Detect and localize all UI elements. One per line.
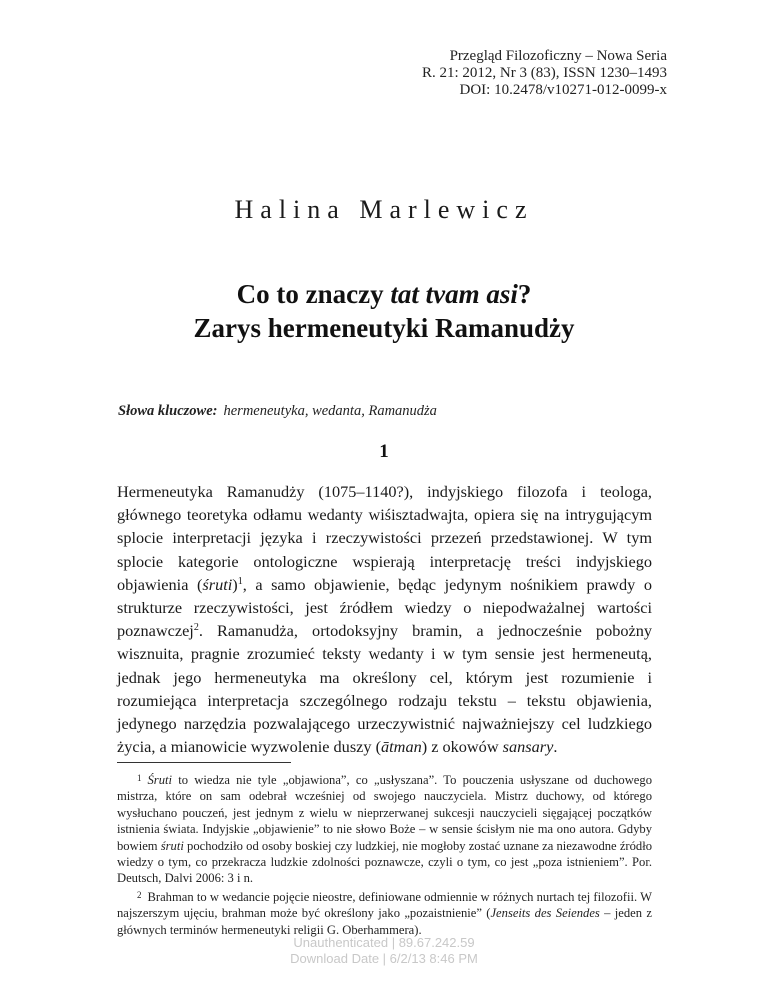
download-watermark <box>0 935 768 967</box>
keywords-list: hermeneutyka, wedanta, Ramanudża <box>223 403 437 419</box>
footnote-ref-1[interactable]: 1 <box>237 575 243 587</box>
footnote-1-italic: Śruti <box>147 773 172 787</box>
footnotes <box>117 770 652 938</box>
watermark-line-2: Download Date | 6/2/13 8:46 PM <box>290 951 478 966</box>
footnote-ref-2[interactable]: 2 <box>193 622 199 634</box>
body-s1-close: ) <box>232 574 238 594</box>
footnote-divider <box>117 762 291 763</box>
title-line-1-pre: Co to znaczy <box>236 279 391 309</box>
keywords <box>118 403 437 420</box>
footnote-2-text: Brahman to w wedancie pojęcie nieostre, definiowane odmiennie w różnych nurtach tej filozofii. W najszerszym ujęciu, brahman może być określony jako „pozaistnienie” ( <box>117 889 652 921</box>
journal-doi: DOI: 10.2478/v10271-012-0099-x <box>459 82 667 98</box>
footnote-1-text: to wiedza nie tyle „objawiona”, co „usłyszana”. To pouczenia usłyszane od duchowego mistrza, które on sam odebrał wcześniej od swojego nauczyciela. Mistrz duchowy, od którego wysłuchano pouczeń, jest jednym z wielu w nieprzerwanej sukcesji nauczycieli sięgającej początków istnienia świata. Indyjskie „objawienie” to nie słowo Boże – w sensie ścisłym nie ma ono autora. Gdyby bowiem <box>117 773 652 853</box>
body-s3: . Ramanudża, ortodoksyjny bramin, a jednocześnie pobożny wisznuita, pragnie zrozumieć teksty wedanty i w tym sensie jest hermeneutą, jednak jego hermeneutyka ma określony cel, którym jest rozumienie i rozumiejąca interpretacja szczególnego rodzaju tekstu – tekstu objawienia, jedynego narzędzia pozwalającego urzeczywistnić najważniejszy cel ludzkiego życia, a mianowicie wyzwolenie duszy ( <box>117 621 652 757</box>
body-s2: , a samo objawienie, będąc jedynym nośnikiem prawdy o strukturze rzeczywistości, jest źródłem wiedzy o niepodważalnej wartości poznawczej <box>117 574 653 641</box>
body-s1-italic: śruti <box>202 574 233 594</box>
body-s1: Hermeneutyka Ramanudży (1075–1140?), indyjskiego filozofa i teologa, głównego teoretyka odłamu wedanty wiśisztadwajta, opiera się na intrygującym splocie interpretacji języka i rzeczywistości przezeń przedstawionej. W tym splocie kategorie ontologiczne wspierają interpretację treści indyjskiego objawienia ( <box>117 482 652 594</box>
footnote-1 <box>117 770 652 887</box>
watermark-line-1: Unauthenticated | 89.67.242.59 <box>293 935 475 950</box>
title-line-1 <box>0 277 768 311</box>
title-line-1-post: ? <box>517 279 532 309</box>
body-s5: . <box>553 737 558 757</box>
keywords-label: Słowa kluczowe: <box>118 403 218 419</box>
footnote-2-text-2: – jeden z głównych terminów hermeneutyki religii G. Oberhammera). <box>117 906 652 937</box>
footnote-2 <box>117 887 652 938</box>
title-line-1-italic: tat tvam asi <box>390 279 518 309</box>
journal-header <box>422 48 667 99</box>
journal-name: Przegląd Filozoficzny – Nowa Seria <box>449 48 667 64</box>
section-number: 1 <box>379 441 389 462</box>
body-paragraph <box>117 480 652 758</box>
footnote-1-italic-2: śruti <box>160 838 184 853</box>
author-name: Halina Marlewicz <box>234 195 534 224</box>
body-s4-italic: sansary <box>502 737 554 757</box>
footnote-2-italic: Jenseits des Seiendes <box>490 906 600 921</box>
journal-volume: R. 21: 2012, Nr 3 (83), ISSN 1230–1493 <box>421 65 667 81</box>
footnote-1-text-2: pochodziło od osoby boskiej czy ludzkiej, nie mogłoby zostać uznane za niezawodne źródło wiedzy o tym, co przekracza ludzkie zdolności poznawcze, czyli o tym, co jest „poza istnieniem”. Por. Deutsch, Dalvi 2006: 3 i n. <box>117 838 652 886</box>
footnote-2-mark: 2 <box>137 889 142 900</box>
title-line-2: Zarys hermeneutyki Ramanudży <box>193 313 575 343</box>
body-s3-italic: ātman <box>381 737 422 757</box>
footnote-1-mark: 1 <box>137 773 142 783</box>
body-s4: ) z okowów <box>421 737 503 757</box>
paper-title <box>0 277 768 345</box>
